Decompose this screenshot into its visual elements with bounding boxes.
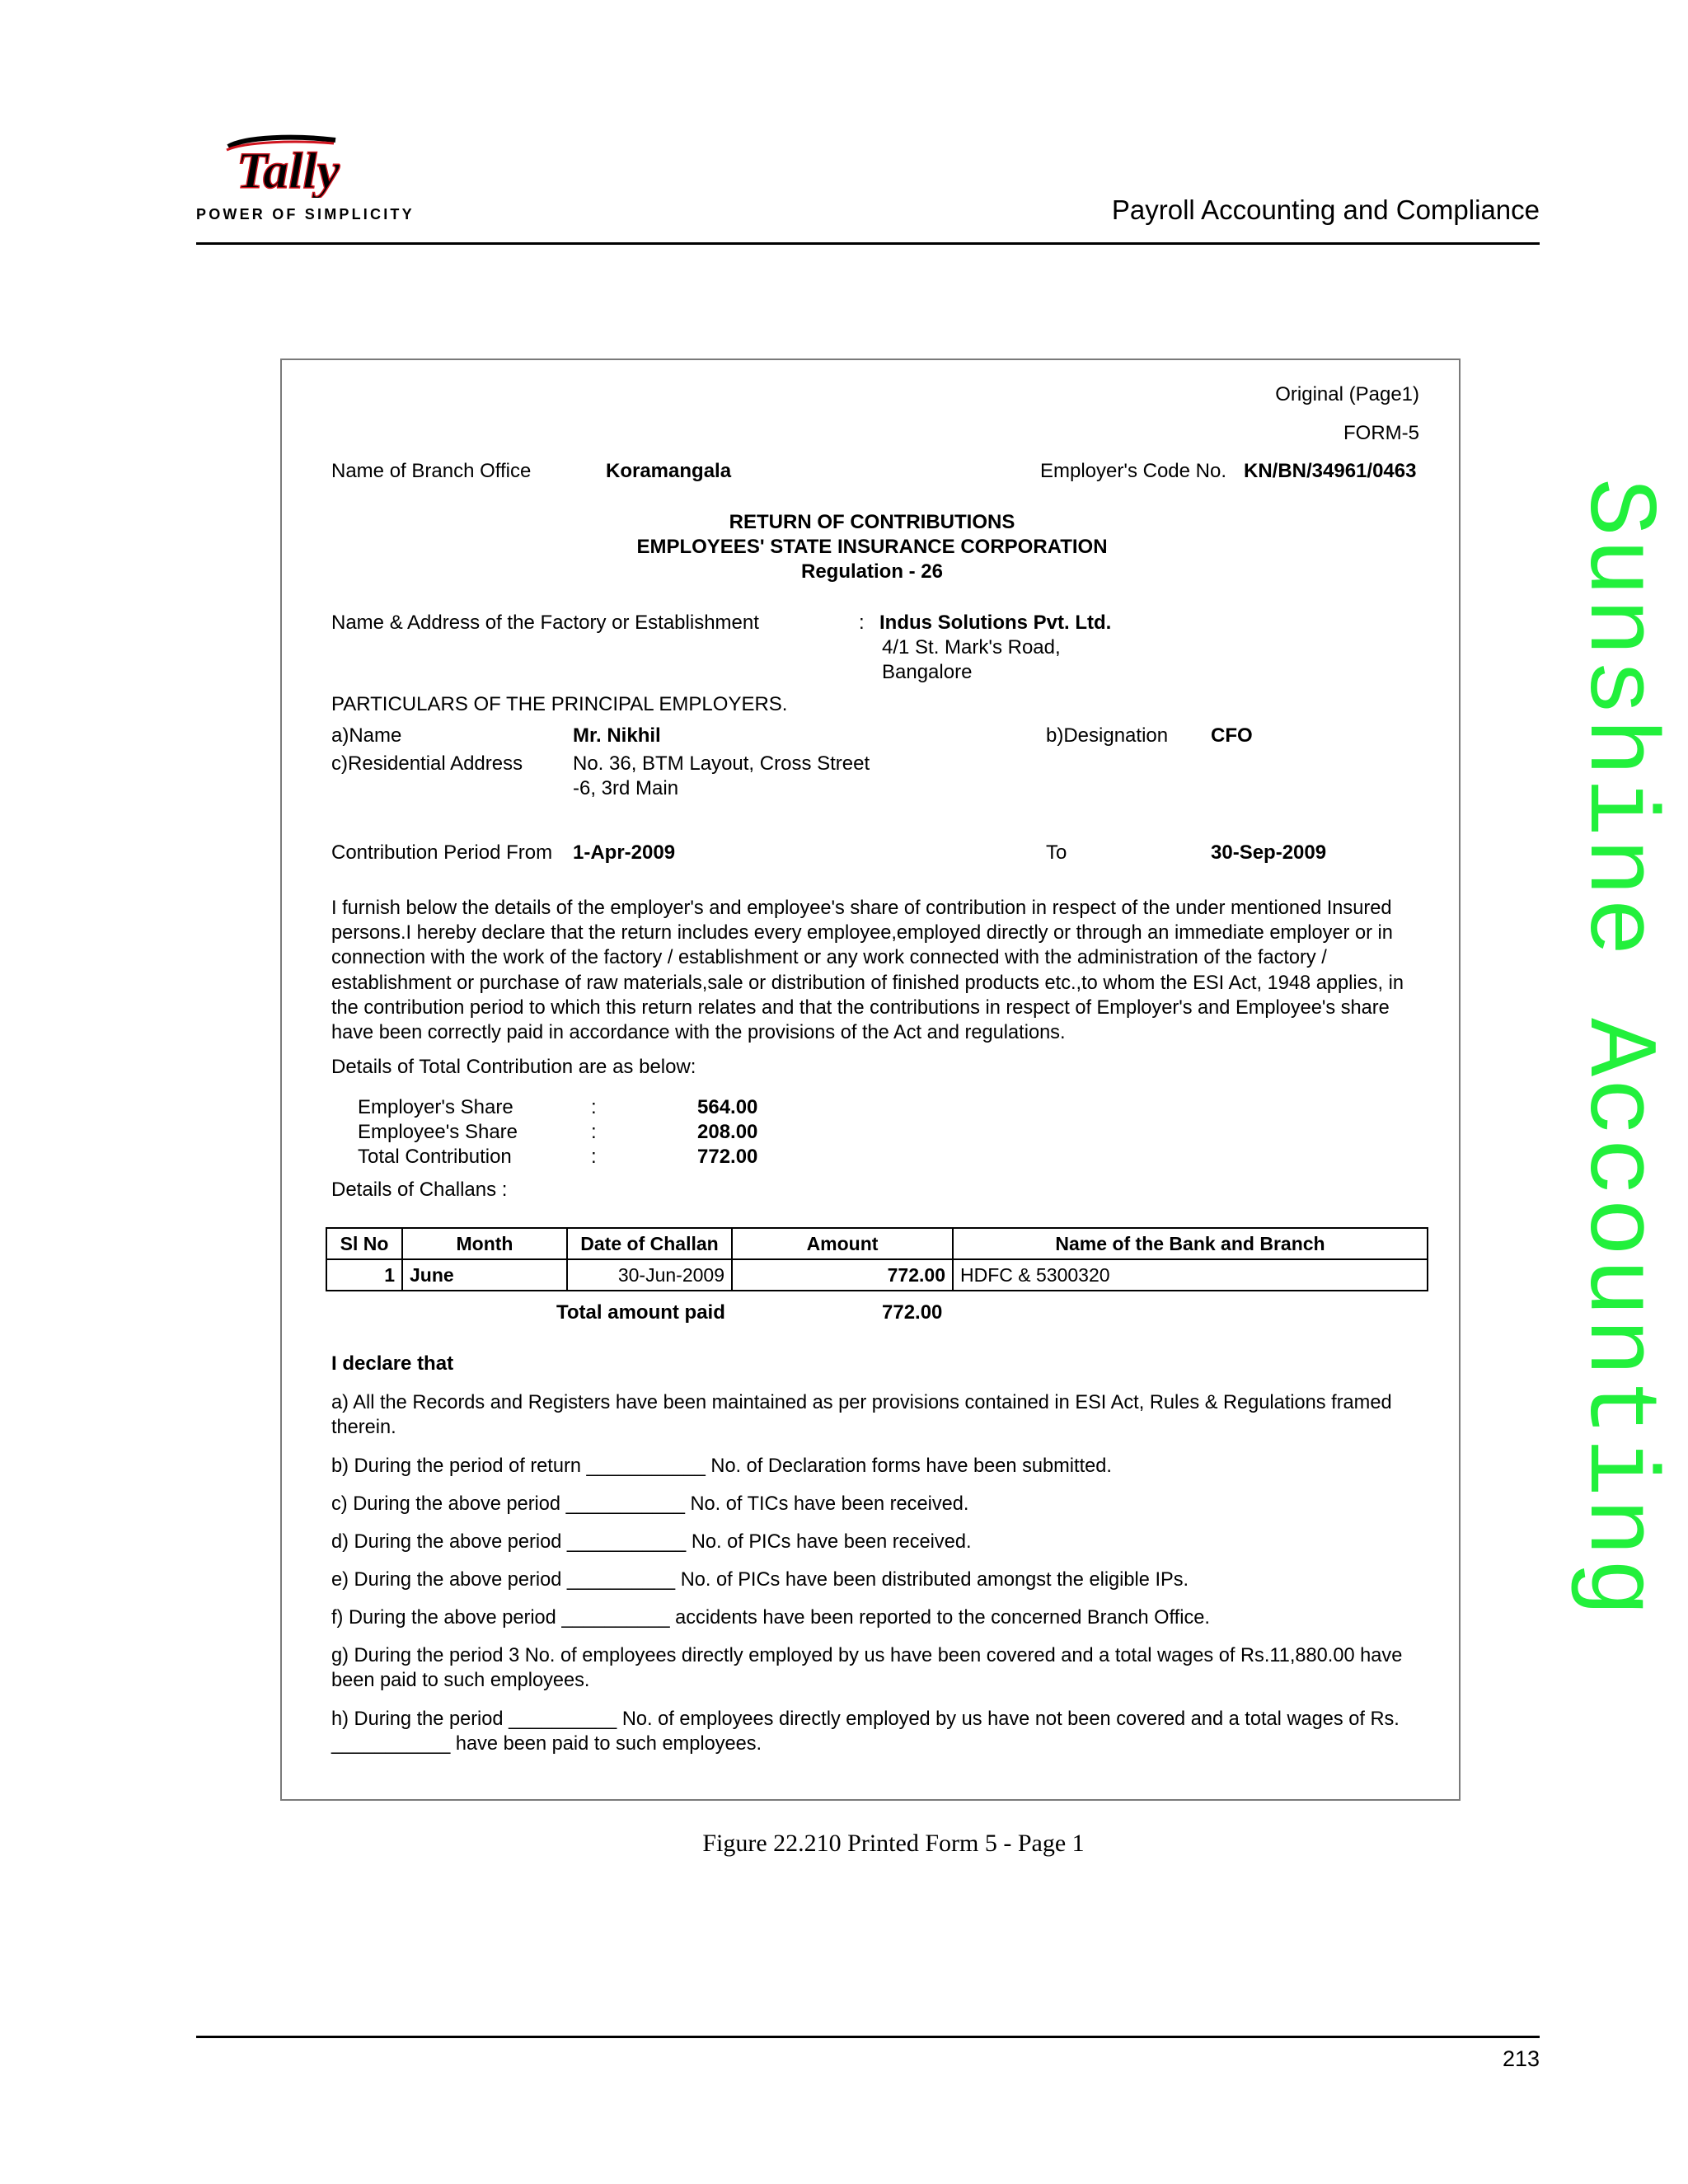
clause-c: c) During the above period ___________ No. of TICs have been received. xyxy=(331,1493,969,1515)
employer-share-colon: : xyxy=(591,1096,597,1118)
designation-value: CFO xyxy=(1211,724,1253,747)
cell-amount: 772.00 xyxy=(732,1259,953,1291)
clause-d: d) During the above period ___________ No. of PICs have been received. xyxy=(331,1531,972,1553)
logo-tagline: POWER OF SIMPLICITY xyxy=(196,206,415,223)
form-5-printout xyxy=(280,359,1461,1801)
col-amount: Amount xyxy=(732,1228,953,1259)
cell-month: June xyxy=(402,1259,567,1291)
employee-share-colon: : xyxy=(591,1121,597,1143)
address-label: c)Residential Address xyxy=(331,752,523,775)
period-from-value: 1-Apr-2009 xyxy=(573,841,676,864)
cell-bank-branch: HDFC & 5300320 xyxy=(953,1259,1428,1291)
branch-office-value: Koramangala xyxy=(606,460,732,482)
footer-divider xyxy=(196,2036,1540,2038)
table-row xyxy=(326,1259,1428,1291)
total-paid-label: Total amount paid xyxy=(556,1301,725,1324)
cell-sl-no: 1 xyxy=(326,1259,402,1291)
challan-table-header xyxy=(326,1228,1428,1259)
factory-name: Indus Solutions Pvt. Ltd. xyxy=(879,612,1112,634)
total-contribution-colon: : xyxy=(591,1146,597,1168)
address-line-1: No. 36, BTM Layout, Cross Street xyxy=(573,752,870,775)
col-month: Month xyxy=(402,1228,567,1259)
total-paid-value: 772.00 xyxy=(882,1301,943,1324)
employer-code-label: Employer's Code No. xyxy=(1040,460,1227,482)
factory-colon: : xyxy=(859,612,865,634)
col-bank-branch: Name of the Bank and Branch xyxy=(953,1228,1428,1259)
total-details-label: Details of Total Contribution are as below: xyxy=(331,1056,696,1078)
col-sl-no: Sl No xyxy=(326,1228,402,1259)
designation-label: b)Designation xyxy=(1046,724,1169,747)
period-to-value: 30-Sep-2009 xyxy=(1211,841,1327,864)
total-contribution-label: Total Contribution xyxy=(358,1146,512,1168)
clause-f: f) During the above period __________ accidents have been reported to the concerned Branch Office. xyxy=(331,1607,1210,1629)
factory-label: Name & Address of the Factory or Establishment xyxy=(331,612,759,634)
page-label: Original (Page1) xyxy=(1275,383,1419,405)
employee-share-value: 208.00 xyxy=(697,1121,758,1143)
employer-share-value: 564.00 xyxy=(697,1096,758,1118)
figure-caption: Figure 22.210 Printed Form 5 - Page 1 xyxy=(702,1830,1085,1857)
clause-a: a) All the Records and Registers have been maintained as per provisions contained in ESI Act, Rules & Regulations framed therein. xyxy=(331,1392,1392,1439)
total-contribution-value: 772.00 xyxy=(697,1146,758,1168)
watermark: Sunshine Accounting xyxy=(1562,478,1672,1619)
form-heading-2: EMPLOYEES' STATE INSURANCE CORPORATION xyxy=(636,536,1108,558)
clause-h: h) During the period __________ No. of employees directly employed by us have not been covered and a total wages of Rs. ___________ have been paid to such employees. xyxy=(331,1708,1400,1755)
employer-share-label: Employer's Share xyxy=(358,1096,513,1118)
factory-address-line-1: 4/1 St. Mark's Road, xyxy=(882,636,1061,658)
principal-employers-heading: PARTICULARS OF THE PRINCIPAL EMPLOYERS. xyxy=(331,693,788,715)
employee-share-label: Employee's Share xyxy=(358,1121,518,1143)
section-title: Payroll Accounting and Compliance xyxy=(1111,194,1540,225)
form-heading-3: Regulation - 26 xyxy=(800,560,944,583)
challan-table xyxy=(326,1227,1428,1291)
factory-address-line-2: Bangalore xyxy=(882,661,973,683)
form-name: FORM-5 xyxy=(1343,422,1419,444)
period-from-label: Contribution Period From xyxy=(331,841,553,864)
declaration-paragraph: I furnish below the details of the employer's and employee's share of contribution in respect of the under mentioned Insured persons.I hereby declare that the return includes every employee,employed directly or through an immediate employer or in connection with the work of the factory / establishment or any work connected with the administration of the factory / establishment or purchase of raw materials,sale or distribution of finished products etc.,to whom the ESI Act, 1948 applies, in the contribution period to which this return relates and that the contributions in respect of Employer's and Employee's share have been correctly paid in accordance with the provisions of the Act and regulations. xyxy=(331,898,1404,1044)
logo-wordmark: Tally xyxy=(237,143,340,198)
employer-code-value: KN/BN/34961/0463 xyxy=(1244,460,1417,482)
header-divider xyxy=(196,242,1540,245)
branch-office-label: Name of Branch Office xyxy=(331,460,532,482)
challans-label: Details of Challans : xyxy=(331,1179,508,1201)
period-to-label: To xyxy=(1046,841,1067,864)
col-date-of-challan: Date of Challan xyxy=(567,1228,732,1259)
clause-b: b) During the period of return ___________ No. of Declaration forms have been submitted. xyxy=(331,1455,1112,1477)
address-line-2: -6, 3rd Main xyxy=(573,777,679,799)
tally-logo-mark xyxy=(195,132,393,198)
clause-g: g) During the period 3 No. of employees directly employed by us have been covered and a total wages of Rs.11,880.00 have been paid to such employees. xyxy=(331,1645,1403,1692)
form-heading-1: RETURN OF CONTRIBUTIONS xyxy=(729,511,1015,533)
page-number: 213 xyxy=(1502,2046,1540,2071)
name-label: a)Name xyxy=(331,724,402,747)
declare-heading: I declare that xyxy=(331,1352,454,1375)
name-value: Mr. Nikhil xyxy=(573,724,661,747)
clause-e: e) During the above period __________ No. of PICs have been distributed amongst the eligible IPs. xyxy=(331,1569,1189,1591)
cell-date: 30-Jun-2009 xyxy=(567,1259,732,1291)
